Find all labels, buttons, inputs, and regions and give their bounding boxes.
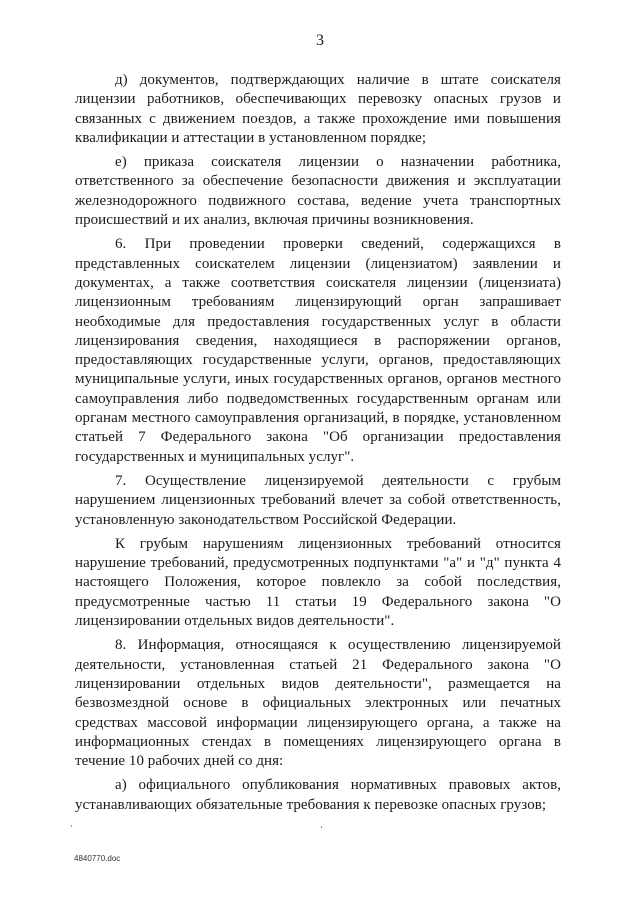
paragraph-item-d: д) документов, подтверждающих наличие в штате соискателя лицензии работников, обеспечивающих перевозку опасных грузов и связанных с движением поездов, а также прохождение ими повышения квалификации и аттестации в установленном порядке;: [75, 72, 561, 146]
paragraph-section-6: 6. При проведении проверки сведений, содержащихся в представленных соискателем лицензии (лицензиатом) заявлении и документах, а также соответствия соискателя лицензии (лицензиата) лицензионным требованиям лицензирующий орган запрашивает необходимые для предоставления государственных услуг в области лицензирования сведения, находящиеся в распоряжении органов, предоставляющих государственные услуги, органов, предоставляющих муниципальные услуги, иных государственных органов, органов местного самоуправления либо подведомственных государственным органам или органам местного самоуправления организаций, в порядке, установленном статьей 7 Федерального закона "Об организации предоставления государственных и муниципальных услуг".: [75, 236, 561, 465]
paragraph-section-7: 7. Осуществление лицензируемой деятельности с грубым нарушением лицензионных требований влечет за собой ответственность, установленную законодательством Российской Федерации.: [75, 472, 561, 528]
paragraph-section-8: 8. Информация, относящаяся к осуществлению лицензируемой деятельности, установленная статьей 21 Федерального закона "О лицензировании отдельных видов деятельности", размещается на безвозмездной основе в официальных электронных или печатных средствах массовой информации лицензирующего органа, а также на информационных стендах в помещениях лицензирующего органа в течение 10 рабочих дней со дня:: [75, 637, 561, 770]
page-number: 3: [316, 32, 324, 49]
scan-speck: [71, 825, 72, 827]
paragraph-item-e: е) приказа соискателя лицензии о назначении работника, ответственного за обеспечение безопасности движения и эксплуатации железнодорожного подвижного состава, ведение учета транспортных происшествий и их анализ, включая причины возникновения.: [75, 154, 561, 229]
document-body: [75, 71, 561, 815]
paragraph-gross-violations: К грубым нарушениям лицензионных требований относится нарушение требований, предусмотренных подпунктами "а" и "д" пункта 4 настоящего Положения, которое повлекло за собой последствия, предусмотренные частью 11 статьи 19 Федерального закона "О лицензировании отдельных видов деятельности".: [75, 535, 561, 630]
document-file-id: 4840770.doc: [74, 854, 121, 863]
scan-speck: [321, 826, 322, 828]
paragraph-item-a: а) официального опубликования нормативных правовых актов, устанавливающих обязательные требования к перевозке опасных грузов;: [75, 777, 561, 813]
